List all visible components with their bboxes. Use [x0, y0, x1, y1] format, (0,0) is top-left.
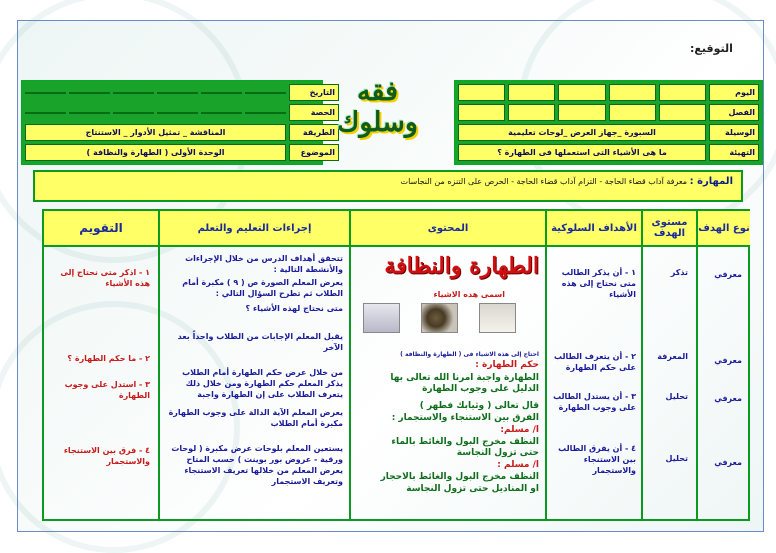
content-line: او المناديل حتى تزول النجاسة	[406, 484, 539, 494]
procedures-header: إجراءات التعليم والتعلم	[160, 211, 349, 247]
objectives-body	[547, 247, 641, 519]
class-cell	[558, 104, 605, 121]
class-label: الفصل	[709, 104, 759, 121]
tools-value: السبورة _جهاز العرض _لوحات تعليمية	[458, 124, 706, 141]
date-cell	[245, 92, 286, 94]
day-label: اليوم	[709, 84, 759, 101]
content-line: ا/ مسلم :	[497, 460, 539, 470]
content-line: حتى تزول النجاسة	[456, 448, 539, 458]
level-column	[641, 211, 696, 519]
content-title: الطهارة والنظافة	[384, 253, 539, 279]
content-line: النظف مخرج البول والغائط بالماء	[391, 437, 539, 447]
objective-item: ٤ - أن يفرق الطالب بين الاستنجاء والاستجمار	[558, 444, 636, 475]
procedure-step: متى نحتاج لهذه الأشياء ؟	[245, 304, 343, 313]
period-cell	[113, 112, 154, 114]
date-label: التاريخ	[289, 84, 339, 101]
evaluation-q3: ٣ - استدل على وجوب الطهارة	[64, 380, 150, 400]
class-cell	[609, 104, 656, 121]
type-item: معرفي	[714, 356, 742, 365]
content-line: احتاج إلى هذه الاشياء فى ( الطهارة والنظافة )	[400, 351, 539, 358]
tissue-box-image	[363, 303, 400, 333]
period-label: الحصة	[289, 104, 339, 121]
content-column	[349, 211, 545, 519]
content-line: حكم الطهارة :	[475, 360, 539, 370]
objectives-header: الأهداف السلوكية	[547, 211, 641, 247]
content-body	[351, 247, 545, 519]
evaluation-q4: ٤ - فرق بين الاستنجاء والاستجمار	[63, 446, 150, 466]
lesson-table	[42, 209, 750, 521]
day-cell	[508, 84, 555, 101]
class-cell	[458, 104, 505, 121]
level-item: تحليل	[665, 454, 688, 463]
tools-label: الوسيلة	[709, 124, 759, 141]
period-cell	[69, 112, 110, 114]
evaluation-body	[44, 247, 156, 519]
level-header: مستوى الهدف	[643, 211, 696, 247]
skills-bar	[33, 170, 743, 202]
warmup-label: التهيئة	[709, 144, 759, 161]
class-cell	[659, 104, 706, 121]
content-header: المحتوى	[351, 211, 545, 247]
day-cell	[659, 84, 706, 101]
content-line: النظف مخرج البول والغائط بالاحجار	[380, 472, 539, 482]
header-left-grid	[21, 80, 335, 165]
warmup-value: ما هى الأشياء التى استعملها فى الطهارة ؟	[458, 144, 706, 161]
content-line: ا/ مسلم:	[500, 425, 539, 435]
period-cell	[245, 112, 286, 114]
topic-value: الوحدة الأولى ( الطهارة والنظافة )	[25, 144, 286, 161]
header-right-grid	[454, 80, 763, 165]
day-cell	[558, 84, 605, 101]
content-line: الفرق بين الاستنجاء والاستجمار :	[391, 413, 539, 423]
procedure-step: يستعين المعلم بلوحات عرض مكبرة ( لوحات ورقية - عروض بور بوينت ) حسب المتاح يعرض المعلم من خلالها تعريف الاستنجاء وتعريف الاستجمار	[171, 444, 343, 486]
type-item: معرفي	[714, 270, 742, 279]
procedure-step: يعرض المعلم الصورة ص ( ٩ ) مكبرة أمام الطلاب ثم تطرح السؤال التالي :	[182, 278, 343, 298]
type-body	[698, 247, 750, 519]
level-item: تحليل	[665, 392, 688, 401]
subject-logo-text: فقه وسلوك	[337, 76, 418, 138]
content-line: قال تعالى ( وثيابك فطهر )	[419, 401, 539, 411]
procedure-step: تتحقق أهداف الدرس من خلال الإجراءات والأنشطة التالية :	[185, 254, 343, 274]
type-item: معرفي	[714, 458, 742, 467]
day-cell	[609, 84, 656, 101]
period-cell	[201, 112, 242, 114]
evaluation-q1: ١ - اذكر متى نحتاج إلى هذه الأشياء	[60, 268, 150, 288]
method-label: الطريقة	[289, 124, 339, 141]
period-cell	[157, 112, 198, 114]
content-subtitle: اسمى هده الاشياء	[433, 290, 505, 299]
topic-label: الموضوع	[289, 144, 339, 161]
procedure-step: يقبل المعلم الإجابات من الطلاب واحداً بعد الآخر	[177, 332, 343, 352]
procedure-step: من خلال عرض حكم الطهارة أمام الطلاب يذكر المعلم حكم الطهارة ومن خلال ذلك يتعرف الطلاب على إن الطهارة واجبة	[182, 368, 343, 399]
class-cell	[508, 104, 555, 121]
date-value	[25, 84, 286, 101]
method-value: المناقشة _ تمثيل الأدوار _ الاستنتاج	[25, 124, 286, 141]
type-column	[696, 211, 748, 519]
type-item: معرفي	[714, 394, 742, 403]
content-line: الطهارة واجبة امرنا الله تعالى بها	[390, 373, 539, 383]
period-value	[25, 104, 286, 121]
evaluation-q2: ٢ - ما حكم الطهارة ؟	[67, 354, 150, 363]
date-cell	[69, 92, 110, 94]
content-line: الدليل على وجوب الطهارة	[422, 384, 539, 394]
procedure-step: يعرض المعلم الآية الدالة على وجوب الطهارة مكبرة أمام الطلاب	[168, 408, 343, 428]
water-tap-image	[479, 303, 516, 333]
signature-label: التوقيع:	[690, 42, 733, 55]
date-cell	[157, 92, 198, 94]
skills-label: المهارة :	[689, 176, 733, 187]
procedures-body	[160, 247, 349, 519]
evaluation-column	[44, 211, 158, 519]
date-cell	[25, 92, 66, 94]
objective-item: ١ - أن يذكر الطالب متى نحتاج إلى هذه الأشياء	[561, 268, 636, 299]
period-cell	[25, 112, 66, 114]
objective-item: ٣ - أن يستدل الطالب على وجوب الطهارة	[553, 392, 636, 412]
evaluation-header: التقويم	[44, 211, 158, 247]
day-cell	[458, 84, 505, 101]
level-body	[643, 247, 696, 519]
subject-logo	[330, 76, 425, 142]
date-cell	[201, 92, 242, 94]
procedures-column	[158, 211, 349, 519]
objective-item: ٢ - أن يتعرف الطالب على حكم الطهارة	[554, 352, 636, 372]
level-item: تذكر	[670, 268, 688, 277]
stones-image	[421, 303, 458, 333]
date-cell	[113, 92, 154, 94]
skills-text: معرفة آداب قضاء الحاجة - التزام آداب قضاء الحاجة - الحرص على التنزه من النجاسات	[400, 177, 688, 186]
type-header: نوع الهدف	[698, 211, 750, 247]
level-item: المعرفة	[657, 352, 688, 361]
objectives-column	[545, 211, 641, 519]
